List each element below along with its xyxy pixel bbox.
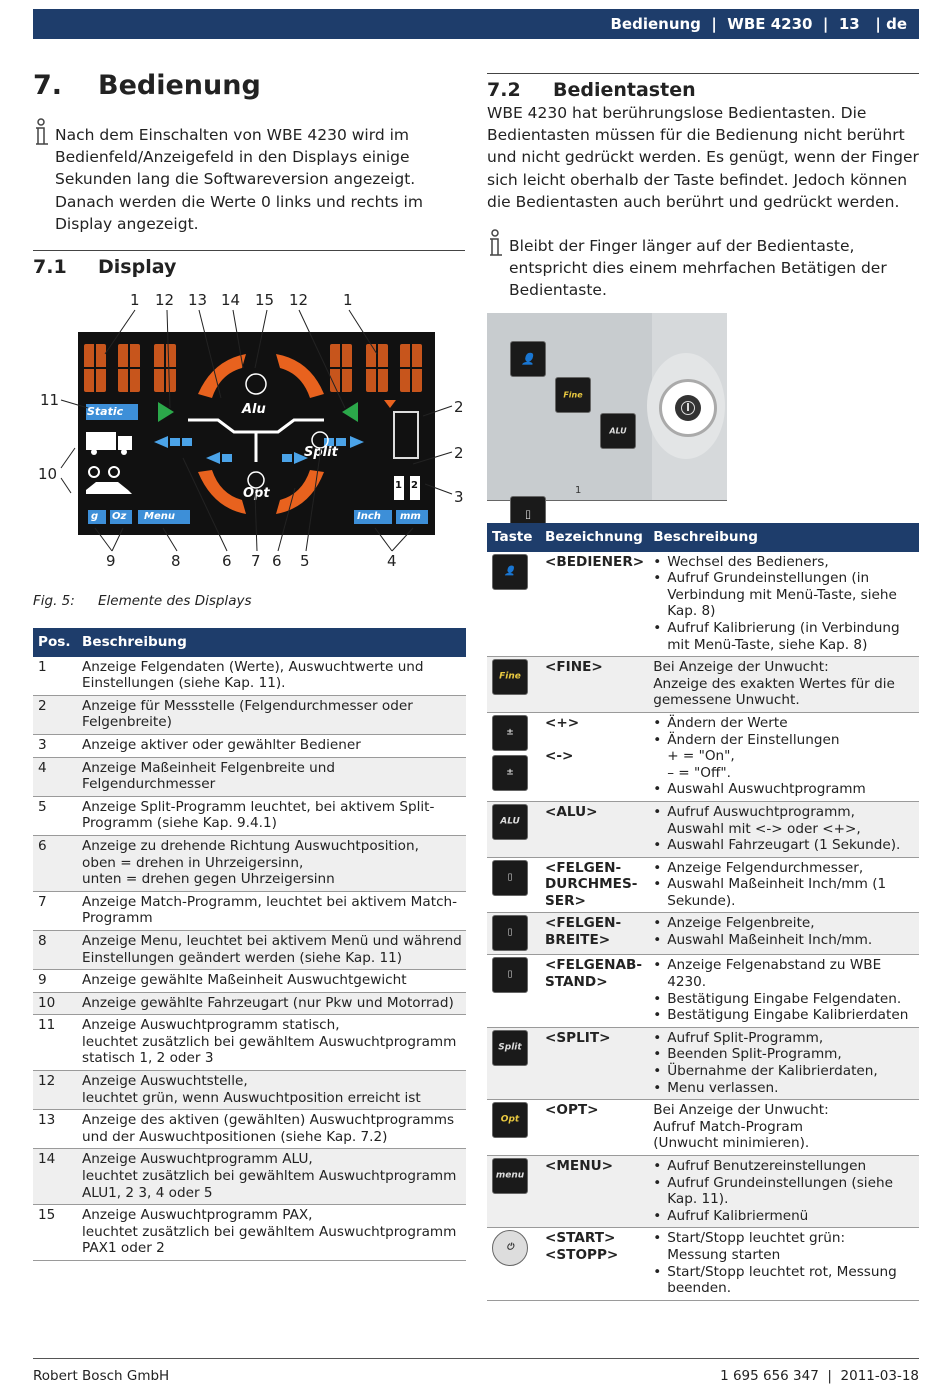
- start-stop-button[interactable]: [659, 379, 717, 437]
- list-item: • Aufruf Auswuchtprogramm, Auswahl mit <-> oder <+>,: [667, 804, 915, 837]
- list-item: • Ändern der Einstellungen + = "On", – = "Off".: [667, 732, 915, 782]
- inch-label: Inch: [357, 511, 381, 522]
- callout-number: 13: [188, 291, 208, 309]
- list-item: • Menu verlassen.: [667, 1080, 915, 1097]
- key-description: [648, 1156, 919, 1228]
- position-description: Anzeige Auswuchtprogramm PAX, leuchtet zusätzlich bei gewähltem Auswuchtprogramm PAX1 oder 2: [77, 1205, 466, 1261]
- list-item: • Ändern der Werte: [667, 715, 915, 732]
- key-name: <ALU>: [540, 801, 648, 857]
- key-icon-cell: [487, 712, 540, 801]
- key-name: <SPLIT>: [540, 1027, 648, 1099]
- key-name: <START> <STOPP>: [540, 1228, 648, 1300]
- table-row: [487, 955, 919, 1027]
- bullet-list: [653, 1030, 915, 1096]
- menu-label: Menu: [144, 511, 175, 522]
- list-item: • Start/Stopp leuchtet grün: Messung starten: [667, 1230, 915, 1263]
- table-row: [33, 1071, 466, 1110]
- key-description: [648, 1027, 919, 1099]
- bullet-list: [653, 957, 915, 1023]
- position-description: Anzeige des aktiven (gewählten) Auswuchtprogramms und der Auswuchtpositionen (siehe Kap. 7.2): [77, 1110, 466, 1149]
- key-icon-cell: [487, 1100, 540, 1156]
- bullet-list: [653, 715, 915, 798]
- key-description: [648, 712, 919, 801]
- bullet-list: [653, 1158, 915, 1224]
- position-number: 13: [33, 1110, 77, 1149]
- info-icon: [33, 118, 51, 154]
- plus-minus-icon: ±: [492, 755, 528, 791]
- position-description: Anzeige Match-Programm, leuchtet bei aktivem Match-Programm: [77, 891, 466, 930]
- subsection-number: 7.2: [487, 79, 521, 101]
- list-item: • Anzeige Felgendurchmesser,: [667, 860, 915, 877]
- key-icon-cell: [487, 1156, 540, 1228]
- list-item: • Start/Stopp leuchtet rot, Messung beenden.: [667, 1264, 915, 1297]
- list-item: • Aufruf Kalibrierung (in Verbindung mit Menü-Taste, siehe Kap. 8): [667, 620, 915, 653]
- page-header: [33, 9, 919, 39]
- position-number: 12: [33, 1071, 77, 1110]
- keys-intro: WBE 4230 hat berührungslose Bedientasten. Die Bedientasten müssen für die Bedienung nicht berührt und nicht gedrückt werden. Es genügt, wenn der Finger sich leicht oberhalb der Taste befindet. Jedoch können die Bedientasten auch berührt und gedrückt werden.: [487, 104, 919, 211]
- table-row: [33, 1110, 466, 1149]
- callout-number: 3: [454, 488, 464, 506]
- table-row: [33, 695, 466, 734]
- key-description: [648, 857, 919, 913]
- intro-text: Nach dem Einschalten von WBE 4230 wird im Bedienfeld/Anzeigefeld in den Displays einige Sekunden lang die Softwareversion angezeigt. Danach werden die Werte 0 links und rechts im Display angezeigt.: [55, 126, 423, 233]
- subsection-title: Bedientasten: [553, 79, 696, 101]
- position-description: Anzeige Felgendaten (Werte), Auswuchtwerte und Einstellungen (siehe Kap. 11).: [77, 657, 466, 696]
- list-item: • Bestätigung Eingabe Kalibrierdaten: [667, 1007, 915, 1024]
- position-number: 7: [33, 891, 77, 930]
- position-number: 11: [33, 1015, 77, 1071]
- position-number: 4: [33, 757, 77, 796]
- keys-note: Bleibt der Finger länger auf der Bedientaste, entspricht dies einem mehrfachen Betätigen der Bedientaste.: [509, 237, 887, 300]
- table-row: [487, 1156, 919, 1228]
- footer-doc-info: 1 695 656 347 | 2011-03-18: [720, 1368, 919, 1384]
- power-icon: ⏻: [492, 1230, 528, 1266]
- list-item: • Aufruf Benutzereinstellungen: [667, 1158, 915, 1175]
- position-number: 5: [33, 796, 77, 835]
- column-header: Bezeichnung: [540, 523, 648, 552]
- list-item: • Auswahl Fahrzeugart (1 Sekunde).: [667, 837, 915, 854]
- position-number: 2: [33, 695, 77, 734]
- callout-number: 4: [387, 552, 397, 570]
- key-icon-cell: [487, 1027, 540, 1099]
- table-row: [33, 1205, 466, 1261]
- callout-number: 15: [255, 291, 275, 309]
- list-item: • Bestätigung Eingabe Felgendaten.: [667, 991, 915, 1008]
- table-row: [33, 1015, 466, 1071]
- key-icon-cell: [487, 857, 540, 913]
- mm-label: mm: [400, 511, 421, 522]
- footer-divider: [33, 1358, 919, 1359]
- list-item: • Aufruf Grundeinstellungen (siehe Kap. 11).: [667, 1175, 915, 1208]
- table-row: [33, 657, 466, 696]
- callout-number: 2: [454, 398, 464, 416]
- list-item: • Aufruf Grundeinstellungen (in Verbindung mit Menü-Taste, siehe Kap. 8): [667, 570, 915, 620]
- key-table: [487, 523, 919, 1301]
- position-number: 9: [33, 970, 77, 993]
- position-description: Anzeige Auswuchtprogramm ALU, leuchtet zusätzlich bei gewähltem Auswuchtprogramm ALU1, 2 3, 4 oder 5: [77, 1149, 466, 1205]
- display-figure: [33, 288, 473, 573]
- list-item: • Aufruf Split-Programm,: [667, 1030, 915, 1047]
- position-description: Anzeige gewählte Maßeinheit Auswuchtgewicht: [77, 970, 466, 993]
- key-name: <FELGEN- DURCHMES- SER>: [540, 857, 648, 913]
- key-name: <FELGENAB- STAND>: [540, 955, 648, 1027]
- key-description: [648, 955, 919, 1027]
- position-number: 6: [33, 835, 77, 891]
- static-label: Static: [87, 405, 124, 418]
- bullet-list: [653, 860, 915, 910]
- table-row: [487, 657, 919, 713]
- list-item: • Auswahl Auswuchtprogramm: [667, 781, 915, 798]
- column-header: Beschreibung: [648, 523, 919, 552]
- list-item: • Aufruf Kalibriermenü: [667, 1208, 915, 1225]
- key-icon-cell: [487, 552, 540, 657]
- key-name: <+> <->: [540, 712, 648, 801]
- callout-number: 6: [272, 552, 282, 570]
- table-row: [487, 1228, 919, 1300]
- fine-icon: Fine: [492, 659, 528, 695]
- opt-label: Opt: [243, 486, 270, 501]
- key-icon-cell: [487, 913, 540, 955]
- section-number: 7.: [33, 70, 63, 101]
- header-text: Bedienung | WBE 4230 | 13 | de: [610, 15, 907, 33]
- key-name: <FELGEN- BREITE>: [540, 913, 648, 955]
- panel-callout: 1: [575, 485, 582, 496]
- callout-number: 1: [343, 291, 353, 309]
- list-item: • Wechsel des Bedieners,: [667, 554, 915, 571]
- bullet-list: [653, 915, 915, 948]
- divider: [487, 73, 919, 74]
- split-icon: Split: [492, 1030, 528, 1066]
- section-title: Bedienung: [98, 70, 261, 101]
- table-row: [33, 930, 466, 969]
- position-number: 1: [33, 657, 77, 696]
- position-description: Anzeige Maßeinheit Felgenbreite und Felgendurchmesser: [77, 757, 466, 796]
- callout-number: 11: [40, 391, 60, 409]
- callout-number: 2: [454, 444, 464, 462]
- key-description: [648, 801, 919, 857]
- control-panel-photo: [487, 313, 727, 521]
- key-icon-cell: [487, 801, 540, 857]
- key-description: [648, 1228, 919, 1300]
- list-item: • Auswahl Maßeinheit Inch/mm.: [667, 932, 915, 949]
- key-name: <BEDIENER>: [540, 552, 648, 657]
- table-row: [487, 712, 919, 801]
- bullet-list: [653, 1230, 915, 1296]
- table-row: [33, 757, 466, 796]
- info-icon: [487, 229, 505, 265]
- key-icon-cell: [487, 955, 540, 1027]
- list-item: • Auswahl Maßeinheit Inch/mm (1 Sekunde).: [667, 876, 915, 909]
- table-row: [33, 992, 466, 1015]
- position-number: 8: [33, 930, 77, 969]
- callout-number: 8: [171, 552, 181, 570]
- callout-number: 5: [300, 552, 310, 570]
- table-row: [487, 1100, 919, 1156]
- key-description: [648, 552, 919, 657]
- opt-icon: Opt: [492, 1102, 528, 1138]
- plus-minus-icon: ±: [492, 715, 528, 751]
- position-description: Anzeige zu drehende Richtung Auswuchtposition, oben = drehen in Uhrzeigersinn, unten = drehen gegen Uhrzeigersinn: [77, 835, 466, 891]
- column-header: Taste: [487, 523, 540, 552]
- table-row: [487, 857, 919, 913]
- callout-number: 6: [222, 552, 232, 570]
- divider: [33, 250, 465, 251]
- key-icon-cell: [487, 1228, 540, 1300]
- position-number: 15: [33, 1205, 77, 1261]
- column-header: Beschreibung: [77, 628, 466, 657]
- operator-icon: 👤: [492, 554, 528, 590]
- position-table: [33, 628, 466, 1261]
- callout-number: 10: [38, 465, 58, 483]
- column-header: Pos.: [33, 628, 77, 657]
- footer-company: Robert Bosch GmbH: [33, 1368, 170, 1384]
- bullet-list: [653, 804, 915, 854]
- callout-number: 12: [155, 291, 175, 309]
- callout-number: 12: [289, 291, 309, 309]
- gram-label: g: [91, 511, 99, 522]
- key-icon-cell: [487, 657, 540, 713]
- position-number: 10: [33, 992, 77, 1015]
- rim-distance-icon: ▯: [492, 957, 528, 993]
- table-row: [33, 835, 466, 891]
- figure-label: Fig. 5:: [33, 593, 75, 609]
- operator-button[interactable]: 👤: [510, 341, 546, 377]
- rim-diameter-icon: ▯: [492, 860, 528, 896]
- power-icon: [675, 395, 701, 421]
- position-description: Anzeige Menu, leuchtet bei aktivem Menü und während Einstellungen geändert werden (siehe Kap. 11): [77, 930, 466, 969]
- alu-label: Alu: [242, 402, 266, 417]
- position-number: 14: [33, 1149, 77, 1205]
- key-description: Bei Anzeige der Unwucht: Aufruf Match-Program (Unwucht minimieren).: [648, 1100, 919, 1156]
- position-description: Anzeige für Messstelle (Felgendurchmesser oder Felgenbreite): [77, 695, 466, 734]
- alu-button[interactable]: ALU: [600, 413, 636, 449]
- callout-number: 9: [106, 552, 116, 570]
- alu-icon: ALU: [492, 804, 528, 840]
- table-row: [487, 552, 919, 657]
- key-name: <MENU>: [540, 1156, 648, 1228]
- table-row: [487, 1027, 919, 1099]
- rim-width-icon: ▯: [492, 915, 528, 951]
- figure-caption: Elemente des Displays: [98, 593, 252, 609]
- fine-button[interactable]: Fine: [555, 377, 591, 413]
- table-row: [33, 970, 466, 993]
- list-item: • Übernahme der Kalibrierdaten,: [667, 1063, 915, 1080]
- rim-diameter-button[interactable]: ▯: [510, 496, 546, 532]
- position-description: Anzeige Auswuchtprogramm statisch, leuchtet zusätzlich bei gewähltem Auswuchtprogramm statisch 1, 2 oder 3: [77, 1015, 466, 1071]
- position-number: 3: [33, 734, 77, 757]
- callout-number: 14: [221, 291, 241, 309]
- position-description: Anzeige Split-Programm leuchtet, bei aktivem Split-Programm (siehe Kap. 9.4.1): [77, 796, 466, 835]
- table-row: [33, 734, 466, 757]
- position-description: Anzeige aktiver oder gewählter Bediener: [77, 734, 466, 757]
- callout-number: 7: [251, 552, 261, 570]
- subsection-number: 7.1: [33, 256, 67, 278]
- list-item: • Anzeige Felgenbreite,: [667, 915, 915, 932]
- menu-icon: menu: [492, 1158, 528, 1194]
- list-item: • Beenden Split-Programm,: [667, 1046, 915, 1063]
- position-description: Anzeige gewählte Fahrzeugart (nur Pkw und Motorrad): [77, 992, 466, 1015]
- table-row: [33, 1149, 466, 1205]
- list-item: • Anzeige Felgenabstand zu WBE 4230.: [667, 957, 915, 990]
- subsection-title: Display: [98, 256, 177, 278]
- table-row: [33, 891, 466, 930]
- split-label: Split: [304, 445, 338, 460]
- table-row: [487, 801, 919, 857]
- operator-2-label: 2: [411, 480, 418, 491]
- position-description: Anzeige Auswuchtstelle, leuchtet grün, wenn Auswuchtposition erreicht ist: [77, 1071, 466, 1110]
- key-name: <OPT>: [540, 1100, 648, 1156]
- callout-number: 1: [130, 291, 140, 309]
- key-description: [648, 913, 919, 955]
- key-name: <FINE>: [540, 657, 648, 713]
- ounce-label: Oz: [112, 511, 127, 522]
- operator-1-label: 1: [395, 480, 402, 491]
- bullet-list: [653, 554, 915, 654]
- key-description: Bei Anzeige der Unwucht: Anzeige des exakten Wertes für die gemessene Unwucht.: [648, 657, 919, 713]
- table-row: [487, 913, 919, 955]
- table-row: [33, 796, 466, 835]
